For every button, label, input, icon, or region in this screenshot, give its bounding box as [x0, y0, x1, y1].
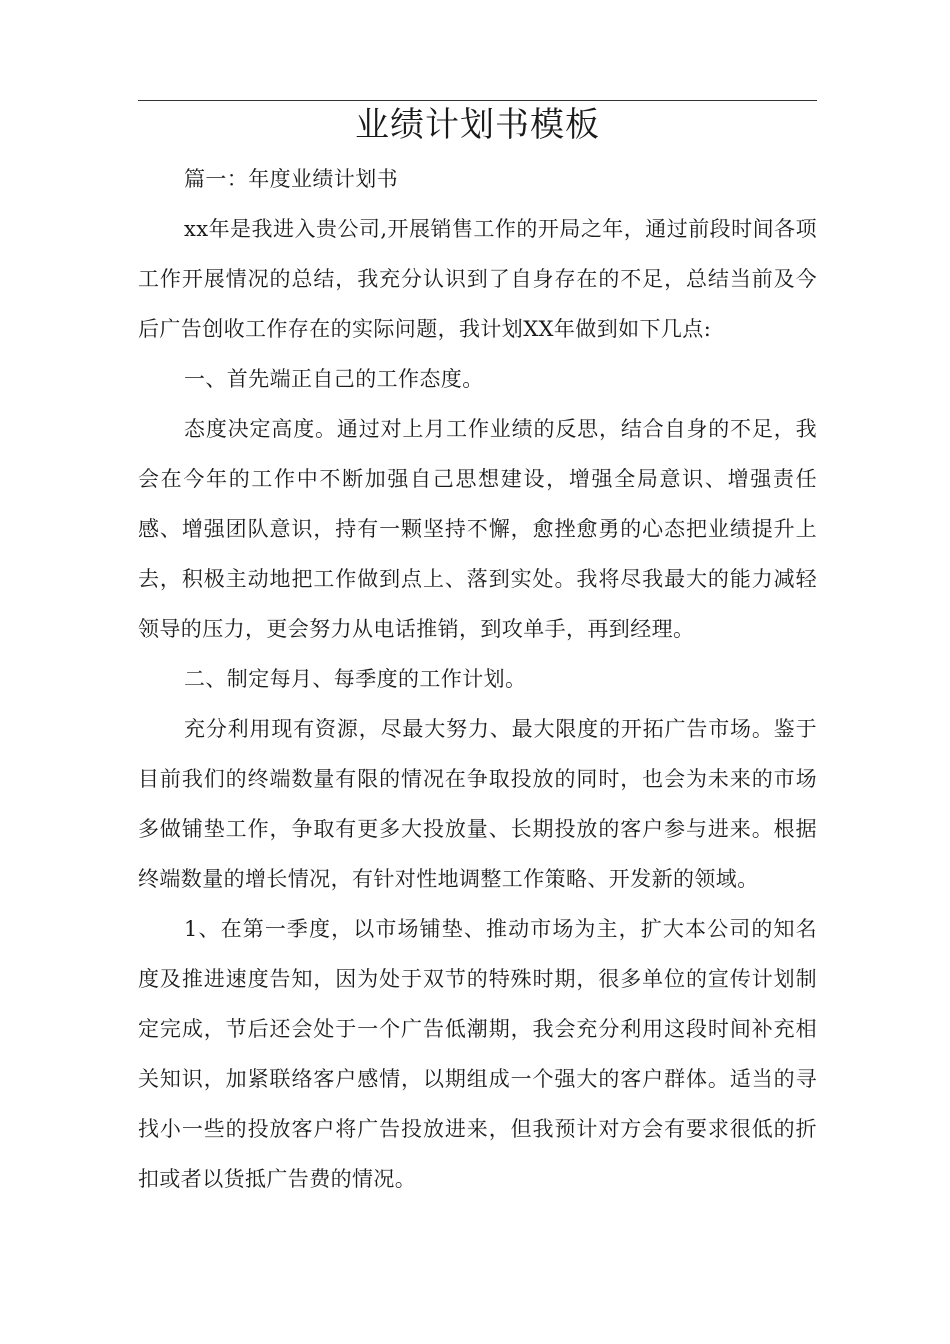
point-two-paragraph: 充分利用现有资源，尽最大努力、最大限度的开拓广告市场。鉴于目前我们的终端数量有限的情况在争取投放的同时，也会为未来的市场多做铺垫工作，争取有更多大投放量、长期投放的客户参与进来。根据终端数量的增长情况，有针对性地调整工作策略、开发新的领域。 [138, 717, 817, 891]
point-one-paragraph: 态度决定高度。通过对上月工作业绩的反思，结合自身的不足，我会在今年的工作中不断加强自己思想建设，增强全局意识、增强责任感、增强团队意识，持有一颗坚持不懈，愈挫愈勇的心态把业绩提升上去，积极主动地把工作做到点上、落到实处。我将尽我最大的能力减轻领导的压力，更会努力从电话推销，到攻单手，再到经理。 [138, 417, 817, 641]
intro-paragraph: xx年是我进入贵公司,开展销售工作的开局之年，通过前段时间各项工作开展情况的总结，我充分认识到了自身存在的不足，总结当前及今后广告创收工作存在的实际问题，我计划XX年做到如下几点: [138, 217, 817, 341]
point-two-heading: 二、制定每月、每季度的工作计划。 [184, 667, 527, 691]
document-body [138, 154, 817, 1204]
section-heading-part-one: 篇一：年度业绩计划书 [184, 167, 398, 191]
point-one-heading: 一、首先端正自己的工作态度。 [184, 367, 484, 391]
document-title: 业绩计划书模板 [355, 105, 600, 145]
header-rule [138, 100, 817, 101]
quarter-one-paragraph: 1、在第一季度，以市场铺垫、推动市场为主，扩大本公司的知名度及推进速度告知，因为处于双节的特殊时期，很多单位的宣传计划制定完成，节后还会处于一个广告低潮期，我会充分利用这段时间补充相关知识，加紧联络客户感情，以期组成一个强大的客户群体。适当的寻找小一些的投放客户将广告投放进来，但我预计对方会有要求很低的折扣或者以货抵广告费的情况。 [138, 917, 817, 1191]
